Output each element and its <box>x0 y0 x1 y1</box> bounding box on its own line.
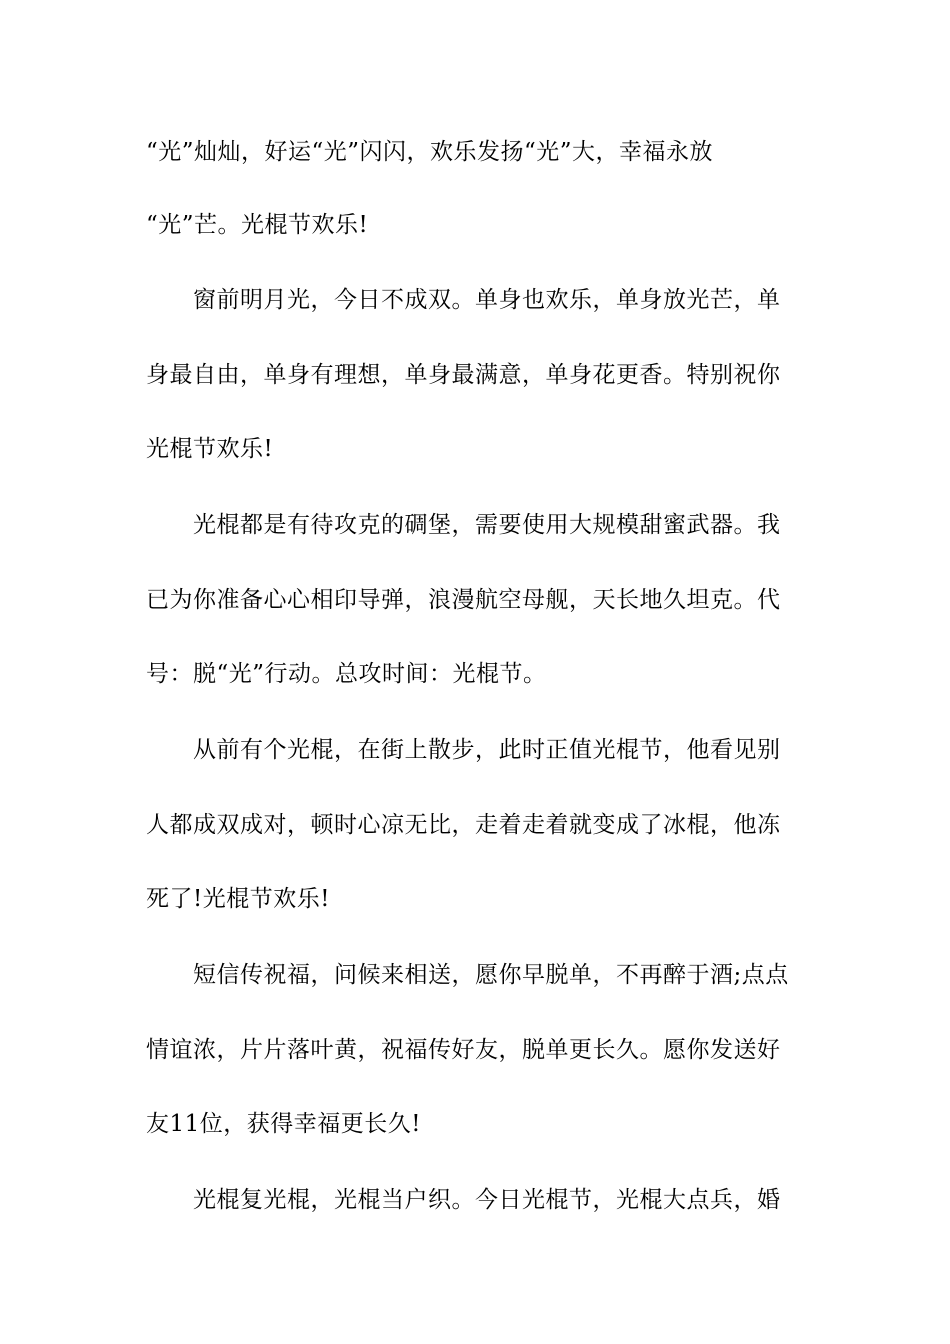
paragraph-first-line: 光棍都是有待攻克的碉堡，需要使用大规模甜蜜武器。我 <box>193 512 781 538</box>
text-line: 已为你准备心心相印导弹，浪漫航空母舰，天长地久坦克。代 <box>146 587 781 613</box>
text-line: 友11位，获得幸福更长久! <box>146 1111 422 1137</box>
text-line: 死了!光棍节欢乐! <box>146 886 330 912</box>
paragraph-first-line: 从前有个光棍，在街上散步，此时正值光棍节，他看见别 <box>193 737 781 763</box>
paragraph-first-line: 短信传祝福，问候来相送，愿你早脱单，不再醉于酒;点点 <box>193 962 789 988</box>
text-line: 人都成双成对，顿时心凉无比，走着走着就变成了冰棍，他冻 <box>146 812 781 838</box>
text-line: “光”芒。光棍节欢乐! <box>146 212 369 238</box>
text-line: 光棍节欢乐! <box>146 436 274 462</box>
text-line: 身最自由，单身有理想，单身最满意，单身花更香。特别祝你 <box>146 362 781 388</box>
text-line: “光”灿灿，好运“光”闪闪，欢乐发扬“光”大，幸福永放 <box>146 139 714 165</box>
text-line: 情谊浓，片片落叶黄，祝福传好友，脱单更长久。愿你发送好 <box>146 1037 781 1063</box>
paragraph-first-line: 窗前明月光，今日不成双。单身也欢乐，单身放光芒，单 <box>193 287 781 313</box>
paragraph-first-line: 光棍复光棍，光棍当户织。今日光棍节，光棍大点兵，婚 <box>193 1187 781 1213</box>
text-line: 号：脱“光”行动。总攻时间：光棍节。 <box>146 661 547 687</box>
